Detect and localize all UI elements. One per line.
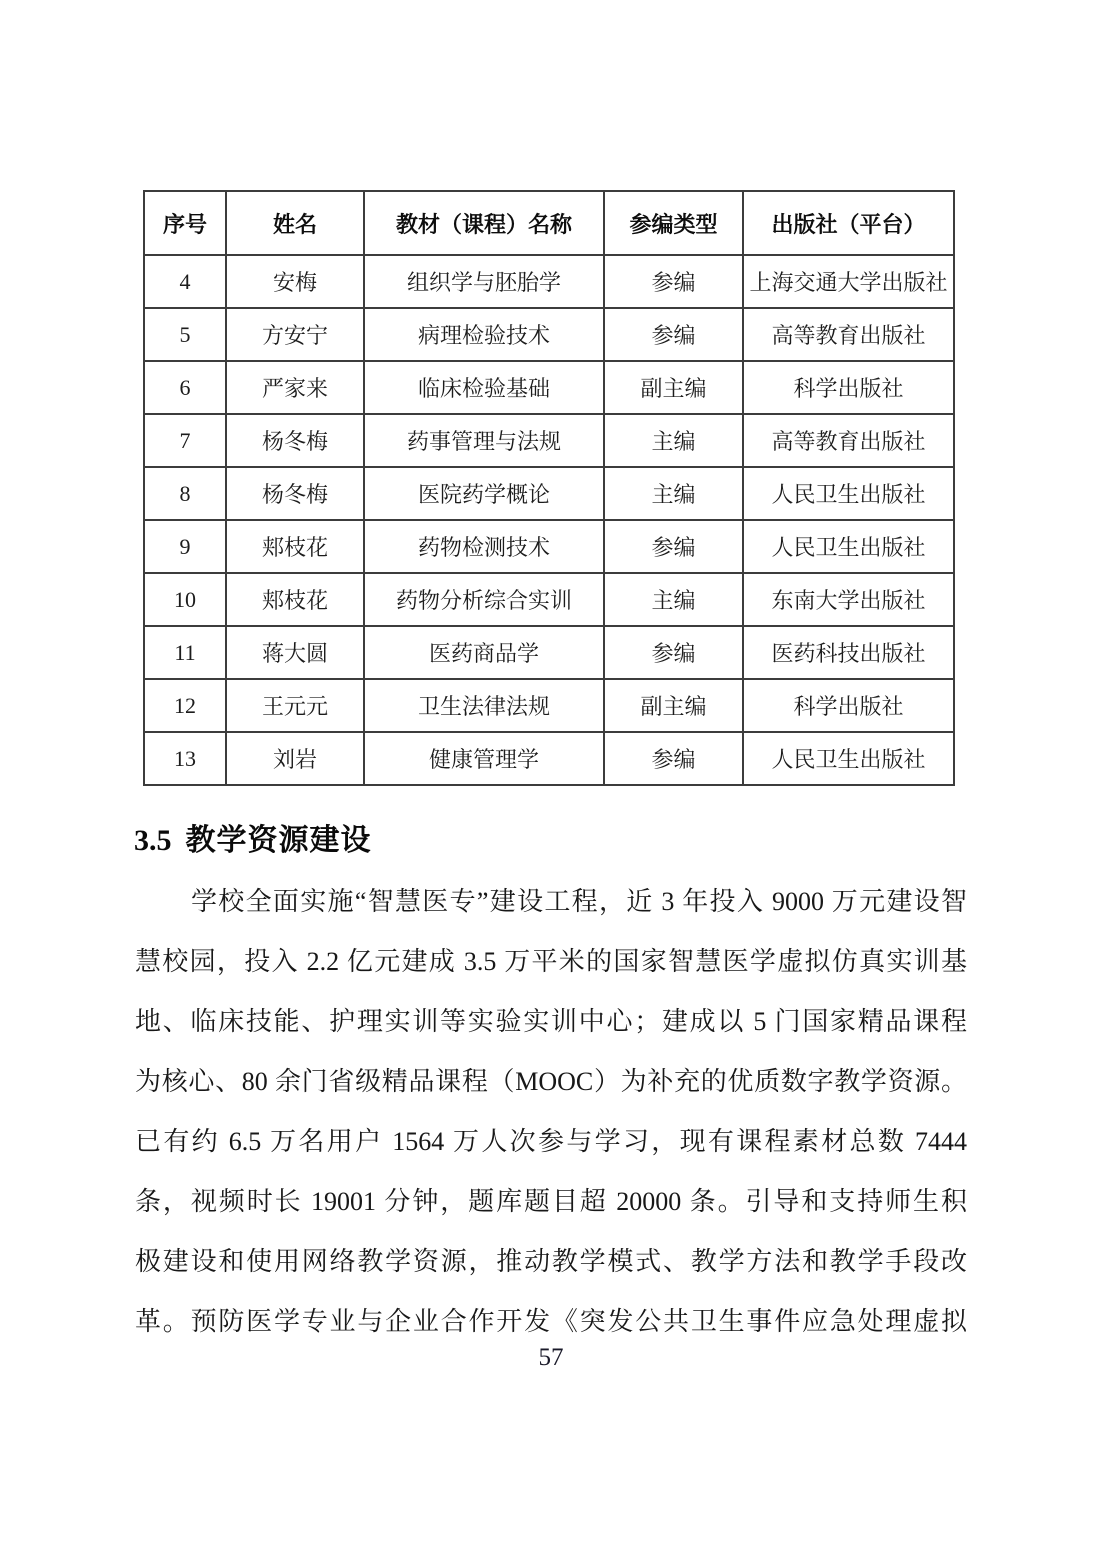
cell-publisher: 人民卫生出版社 [743,732,954,785]
cell-seq: 11 [144,626,226,679]
col-header-role: 参编类型 [604,191,743,255]
cell-name: 王元元 [226,679,364,732]
cell-seq: 7 [144,414,226,467]
col-header-textbook: 教材（课程）名称 [364,191,604,255]
cell-role: 参编 [604,626,743,679]
cell-name: 郏枝花 [226,520,364,573]
table-row [144,361,954,414]
paragraph-line: 学校全面实施“智慧医专”建设工程，近 3 年投入 9000 万元建设智 [191,887,967,916]
cell-name: 杨冬梅 [226,467,364,520]
table-row [144,467,954,520]
table-row [144,520,954,573]
cell-role: 参编 [604,520,743,573]
table-row [144,308,954,361]
cell-role: 参编 [604,308,743,361]
cell-publisher: 高等教育出版社 [743,308,954,361]
cell-textbook: 药事管理与法规 [364,414,604,467]
cell-textbook: 药物分析综合实训 [364,573,604,626]
paragraph-line: 条，视频时长 19001 分钟，题库题目超 20000 条。引导和支持师生积 [135,1187,967,1216]
cell-textbook: 临床检验基础 [364,361,604,414]
cell-publisher: 人民卫生出版社 [743,467,954,520]
cell-publisher: 高等教育出版社 [743,414,954,467]
table-header-row [144,191,954,255]
cell-name: 刘岩 [226,732,364,785]
col-header-seq: 序号 [144,191,226,255]
paragraph-line: 为核心、80 余门省级精品课程（MOOC）为补充的优质数字教学资源。 [135,1067,967,1096]
cell-textbook: 医药商品学 [364,626,604,679]
cell-seq: 9 [144,520,226,573]
table-row [144,679,954,732]
cell-seq: 4 [144,255,226,308]
cell-seq: 10 [144,573,226,626]
cell-role: 副主编 [604,679,743,732]
table-row [144,414,954,467]
cell-role: 主编 [604,414,743,467]
paragraph-line: 极建设和使用网络教学资源，推动教学模式、教学方法和教学手段改 [135,1247,967,1276]
section-number: 3.5 [134,824,172,857]
cell-name: 杨冬梅 [226,414,364,467]
cell-role: 主编 [604,573,743,626]
cell-textbook: 卫生法律法规 [364,679,604,732]
cell-seq: 5 [144,308,226,361]
cell-role: 主编 [604,467,743,520]
cell-role: 参编 [604,732,743,785]
cell-textbook: 医院药学概论 [364,467,604,520]
cell-publisher: 人民卫生出版社 [743,520,954,573]
cell-seq: 6 [144,361,226,414]
cell-name: 严家来 [226,361,364,414]
cell-seq: 8 [144,467,226,520]
paragraph-line: 革。预防医学专业与企业合作开发《突发公共卫生事件应急处理虚拟 [135,1307,967,1336]
cell-publisher: 东南大学出版社 [743,573,954,626]
cell-publisher: 科学出版社 [743,361,954,414]
table-row [144,626,954,679]
paragraph-line: 已有约 6.5 万名用户 1564 万人次参与学习，现有课程素材总数 7444 [135,1127,967,1156]
cell-publisher: 医药科技出版社 [743,626,954,679]
cell-textbook: 病理检验技术 [364,308,604,361]
cell-role: 副主编 [604,361,743,414]
cell-name: 方安宁 [226,308,364,361]
cell-textbook: 组织学与胚胎学 [364,255,604,308]
textbook-participation-table [143,190,955,786]
cell-publisher: 科学出版社 [743,679,954,732]
table-row [144,732,954,785]
cell-name: 郏枝花 [226,573,364,626]
table-row [144,255,954,308]
cell-publisher: 上海交通大学出版社 [743,255,954,308]
cell-role: 参编 [604,255,743,308]
paragraph-line: 地、临床技能、护理实训等实验实训中心；建成以 5 门国家精品课程 [135,1007,967,1036]
page-number: 57 [538,1344,564,1371]
col-header-publisher: 出版社（平台） [743,191,954,255]
cell-textbook: 健康管理学 [364,732,604,785]
table-row [144,573,954,626]
section-heading [134,822,372,860]
paragraph-line: 慧校园，投入 2.2 亿元建成 3.5 万平米的国家智慧医学虚拟仿真实训基 [135,947,967,976]
body-paragraph [135,872,967,1352]
cell-name: 蒋大圆 [226,626,364,679]
cell-seq: 12 [144,679,226,732]
cell-textbook: 药物检测技术 [364,520,604,573]
col-header-name: 姓名 [226,191,364,255]
cell-seq: 13 [144,732,226,785]
cell-name: 安梅 [226,255,364,308]
section-title: 教学资源建设 [185,824,372,857]
